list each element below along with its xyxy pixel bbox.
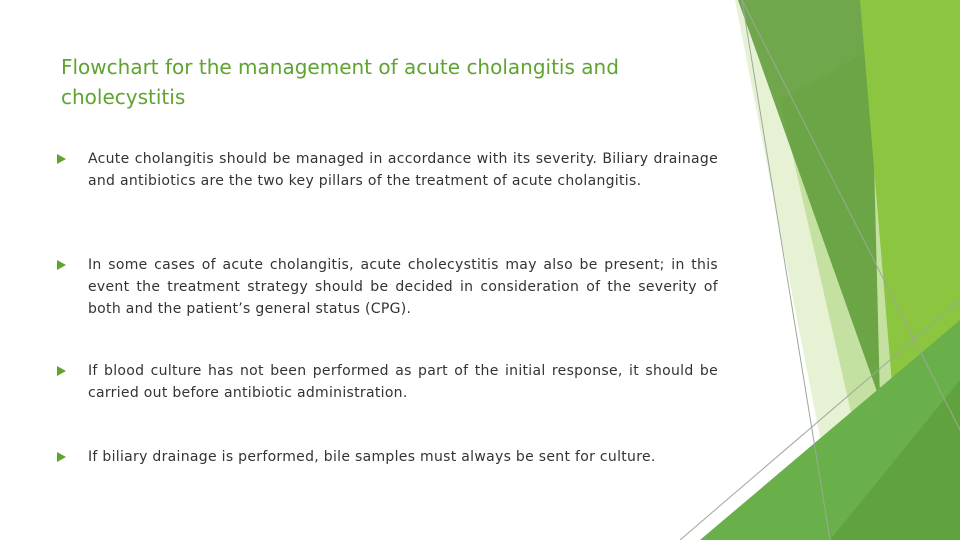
bullet-text: In some cases of acute cholangitis, acute cholecystitis may also be present; in this event the treatment strategy should be decided in consideration of the severity of both and the patient’s general status (CPG). xyxy=(88,257,718,317)
triangle-bullet-icon xyxy=(57,366,66,376)
bullet-text: If biliary drainage is performed, bile samples must always be sent for culture. xyxy=(88,449,656,465)
triangle-bullet-icon xyxy=(57,154,66,164)
triangle-bullet-icon xyxy=(57,260,66,270)
bullet-text: Acute cholangitis should be managed in accordance with its severity. Biliary drainage and antibiotics are the two key pillars of the treatment of acute cholangitis. xyxy=(88,151,718,189)
triangle-bullet-icon xyxy=(57,452,66,462)
slide-title: Flowchart for the management of acute cholangitis and cholecystitis xyxy=(61,55,619,109)
bullet-text: If blood culture has not been performed as part of the initial response, it should be carried out before antibiotic administration. xyxy=(88,363,718,401)
